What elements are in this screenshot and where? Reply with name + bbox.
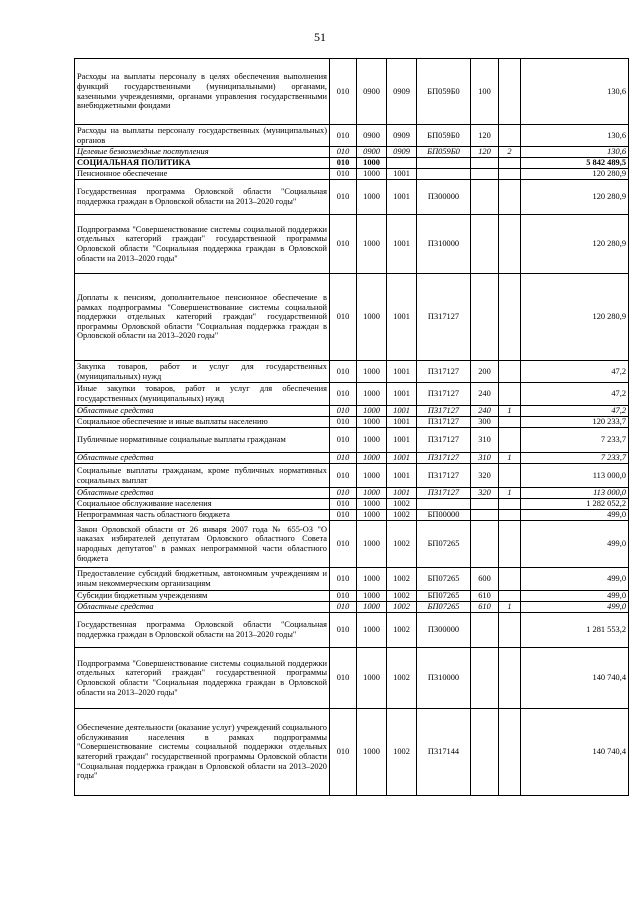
row-name: Доплаты к пенсиям, дополнительное пенсионное обеспечение в рамках подпрограммы "Совершенствование системы социальной поддержки отдельных категорий граждан" государственной программы Орловской области "Социальная поддержка граждан в Орловской области на 2013–2020 годы" — [75, 274, 330, 361]
budget-table-body — [75, 59, 629, 796]
admin-code: 010 — [330, 591, 357, 602]
target-article-code: П317144 — [417, 709, 471, 796]
funding-source-code — [499, 709, 521, 796]
admin-code: 010 — [330, 464, 357, 488]
expense-type-code: 240 — [471, 383, 499, 406]
subsection-code: 1001 — [387, 361, 417, 383]
section-code: 1000 — [357, 709, 387, 796]
target-article-code — [417, 158, 471, 169]
table-row — [75, 521, 629, 568]
table-row — [75, 383, 629, 406]
target-article-code: П300000 — [417, 613, 471, 648]
subsection-code: 0909 — [387, 59, 417, 125]
admin-code: 010 — [330, 147, 357, 158]
admin-code: 010 — [330, 125, 357, 147]
expense-type-code: 300 — [471, 417, 499, 428]
table-row — [75, 147, 629, 158]
admin-code: 010 — [330, 568, 357, 591]
amount: 120 280,9 — [521, 274, 629, 361]
admin-code: 010 — [330, 361, 357, 383]
page-number: 51 — [314, 30, 326, 44]
section-code: 1000 — [357, 613, 387, 648]
row-name: Расходы на выплаты персоналу в целях обеспечения выполнения функций государственными (муниципальными) органами, казенными учреждениями, органами управления государственными внебюджетными фондами — [75, 59, 330, 125]
row-name: СОЦИАЛЬНАЯ ПОЛИТИКА — [75, 158, 330, 169]
row-name: Целевые безвозмездные поступления — [75, 147, 330, 158]
table-row — [75, 125, 629, 147]
subsection-code: 1001 — [387, 383, 417, 406]
admin-code: 010 — [330, 406, 357, 417]
section-code: 1000 — [357, 158, 387, 169]
funding-source-code — [499, 648, 521, 709]
amount: 499,0 — [521, 510, 629, 521]
table-row — [75, 428, 629, 453]
admin-code: 010 — [330, 499, 357, 510]
target-article-code: БП00000 — [417, 510, 471, 521]
amount: 499,0 — [521, 602, 629, 613]
funding-source-code — [499, 59, 521, 125]
table-row — [75, 274, 629, 361]
table-row — [75, 59, 629, 125]
table-row — [75, 417, 629, 428]
table-row — [75, 591, 629, 602]
table-row — [75, 510, 629, 521]
subsection-code: 1002 — [387, 602, 417, 613]
admin-code: 010 — [330, 274, 357, 361]
subsection-code: 1001 — [387, 169, 417, 180]
row-name: Социальные выплаты гражданам, кроме публичных нормативных социальных выплат — [75, 464, 330, 488]
section-code: 1000 — [357, 510, 387, 521]
section-code: 1000 — [357, 180, 387, 215]
row-name: Социальное обеспечение и иные выплаты населению — [75, 417, 330, 428]
admin-code: 010 — [330, 383, 357, 406]
target-article-code: П317127 — [417, 464, 471, 488]
admin-code: 010 — [330, 158, 357, 169]
amount: 120 280,9 — [521, 215, 629, 274]
amount: 1 281 553,2 — [521, 613, 629, 648]
funding-source-code — [499, 361, 521, 383]
expense-type-code: 320 — [471, 488, 499, 499]
subsection-code: 1002 — [387, 613, 417, 648]
amount: 130,6 — [521, 59, 629, 125]
target-article-code: П317127 — [417, 361, 471, 383]
row-name: Субсидии бюджетным учреждениям — [75, 591, 330, 602]
table-row — [75, 709, 629, 796]
target-article-code: П317127 — [417, 488, 471, 499]
expense-type-code — [471, 648, 499, 709]
target-article-code: БП059Б0 — [417, 147, 471, 158]
subsection-code: 0909 — [387, 125, 417, 147]
section-code: 1000 — [357, 169, 387, 180]
target-article-code: БП07265 — [417, 521, 471, 568]
section-code: 1000 — [357, 464, 387, 488]
table-row — [75, 602, 629, 613]
admin-code: 010 — [330, 709, 357, 796]
funding-source-code — [499, 383, 521, 406]
row-name: Непрограммная часть областного бюджета — [75, 510, 330, 521]
table-row — [75, 406, 629, 417]
funding-source-code — [499, 591, 521, 602]
subsection-code: 1002 — [387, 510, 417, 521]
section-code: 0900 — [357, 59, 387, 125]
target-article-code: БП07265 — [417, 602, 471, 613]
subsection-code: 1001 — [387, 274, 417, 361]
admin-code: 010 — [330, 510, 357, 521]
section-code: 1000 — [357, 274, 387, 361]
table-row — [75, 169, 629, 180]
amount: 7 233,7 — [521, 453, 629, 464]
subsection-code: 1001 — [387, 428, 417, 453]
expense-type-code: 240 — [471, 406, 499, 417]
table-row — [75, 158, 629, 169]
section-code: 1000 — [357, 406, 387, 417]
funding-source-code: 1 — [499, 602, 521, 613]
table-row — [75, 215, 629, 274]
admin-code: 010 — [330, 488, 357, 499]
funding-source-code: 1 — [499, 453, 521, 464]
amount: 499,0 — [521, 521, 629, 568]
expense-type-code: 610 — [471, 591, 499, 602]
amount: 120 280,9 — [521, 180, 629, 215]
admin-code: 010 — [330, 417, 357, 428]
subsection-code: 1001 — [387, 406, 417, 417]
subsection-code: 1002 — [387, 568, 417, 591]
funding-source-code: 1 — [499, 488, 521, 499]
funding-source-code — [499, 510, 521, 521]
funding-source-code: 1 — [499, 406, 521, 417]
table-row — [75, 361, 629, 383]
amount: 47,2 — [521, 383, 629, 406]
subsection-code: 1002 — [387, 499, 417, 510]
subsection-code: 1001 — [387, 215, 417, 274]
funding-source-code — [499, 215, 521, 274]
admin-code: 010 — [330, 453, 357, 464]
table-row — [75, 180, 629, 215]
subsection-code: 1002 — [387, 521, 417, 568]
admin-code: 010 — [330, 521, 357, 568]
section-code: 1000 — [357, 417, 387, 428]
expense-type-code — [471, 709, 499, 796]
subsection-code: 1002 — [387, 709, 417, 796]
subsection-code: 1002 — [387, 591, 417, 602]
target-article-code: П317127 — [417, 428, 471, 453]
amount: 140 740,4 — [521, 648, 629, 709]
expense-type-code: 200 — [471, 361, 499, 383]
amount: 113 000,0 — [521, 488, 629, 499]
section-code: 1000 — [357, 602, 387, 613]
expense-type-code: 100 — [471, 59, 499, 125]
admin-code: 010 — [330, 648, 357, 709]
amount: 7 233,7 — [521, 428, 629, 453]
target-article-code: П317127 — [417, 453, 471, 464]
section-code: 1000 — [357, 488, 387, 499]
row-name: Предоставление субсидий бюджетным, автономным учреждениям и иным некоммерческим организациям — [75, 568, 330, 591]
admin-code: 010 — [330, 215, 357, 274]
row-name: Публичные нормативные социальные выплаты гражданам — [75, 428, 330, 453]
row-name: Подпрограмма "Совершенствование системы социальной поддержки отдельных категорий граждан" государственной программы Орловской области "Социальная поддержка граждан в Орловской области на 2013–2020 годы" — [75, 215, 330, 274]
expense-type-code — [471, 169, 499, 180]
expense-type-code: 610 — [471, 602, 499, 613]
row-name: Социальное обслуживание населения — [75, 499, 330, 510]
admin-code: 010 — [330, 59, 357, 125]
expense-type-code: 310 — [471, 428, 499, 453]
target-article-code: П310000 — [417, 215, 471, 274]
amount: 120 233,7 — [521, 417, 629, 428]
row-name: Расходы на выплаты персоналу государственных (муниципальных) органов — [75, 125, 330, 147]
target-article-code — [417, 499, 471, 510]
section-code: 1000 — [357, 453, 387, 464]
section-code: 1000 — [357, 648, 387, 709]
admin-code: 010 — [330, 428, 357, 453]
expense-type-code — [471, 158, 499, 169]
table-row — [75, 499, 629, 510]
section-code: 1000 — [357, 568, 387, 591]
subsection-code — [387, 158, 417, 169]
row-name: Государственная программа Орловской области "Социальная поддержка граждан в Орловской области на 2013–2020 годы" — [75, 180, 330, 215]
funding-source-code — [499, 125, 521, 147]
funding-source-code — [499, 521, 521, 568]
funding-source-code — [499, 180, 521, 215]
admin-code: 010 — [330, 180, 357, 215]
row-name: Областные средства — [75, 453, 330, 464]
admin-code: 010 — [330, 613, 357, 648]
row-name: Областные средства — [75, 602, 330, 613]
section-code: 1000 — [357, 428, 387, 453]
target-article-code: БП059Б0 — [417, 125, 471, 147]
target-article-code: БП059Б0 — [417, 59, 471, 125]
funding-source-code — [499, 158, 521, 169]
funding-source-code — [499, 568, 521, 591]
amount: 5 842 489,5 — [521, 158, 629, 169]
funding-source-code — [499, 169, 521, 180]
subsection-code: 1001 — [387, 453, 417, 464]
target-article-code: П317127 — [417, 417, 471, 428]
expense-type-code — [471, 510, 499, 521]
target-article-code — [417, 169, 471, 180]
subsection-code: 1001 — [387, 180, 417, 215]
target-article-code: П317127 — [417, 406, 471, 417]
row-name: Закупка товаров, работ и услуг для государственных (муниципальных) нужд — [75, 361, 330, 383]
amount: 130,6 — [521, 125, 629, 147]
table-row — [75, 568, 629, 591]
amount: 140 740,4 — [521, 709, 629, 796]
budget-table — [74, 58, 629, 796]
funding-source-code — [499, 464, 521, 488]
expense-type-code: 120 — [471, 125, 499, 147]
expense-type-code — [471, 499, 499, 510]
subsection-code: 1002 — [387, 648, 417, 709]
admin-code: 010 — [330, 602, 357, 613]
funding-source-code — [499, 499, 521, 510]
expense-type-code — [471, 613, 499, 648]
row-name: Иные закупки товаров, работ и услуг для обеспечения государственных (муниципальных) нужд — [75, 383, 330, 406]
expense-type-code: 600 — [471, 568, 499, 591]
funding-source-code: 2 — [499, 147, 521, 158]
target-article-code: П310000 — [417, 648, 471, 709]
table-row — [75, 464, 629, 488]
section-code: 1000 — [357, 383, 387, 406]
expense-type-code — [471, 274, 499, 361]
expense-type-code — [471, 215, 499, 274]
expense-type-code — [471, 521, 499, 568]
row-name: Обеспечение деятельности (оказание услуг) учреждений социального обслуживания населения в рамках подпрограммы "Совершенствование системы социальной поддержки отдельных категорий граждан" государственной программы Орловской области "Социальная поддержка граждан в Орловской области на 2013–2020 годы" — [75, 709, 330, 796]
amount: 113 000,0 — [521, 464, 629, 488]
expense-type-code: 320 — [471, 464, 499, 488]
subsection-code: 1001 — [387, 488, 417, 499]
amount: 47,2 — [521, 361, 629, 383]
section-code: 0900 — [357, 125, 387, 147]
row-name: Областные средства — [75, 406, 330, 417]
funding-source-code — [499, 417, 521, 428]
expense-type-code: 310 — [471, 453, 499, 464]
section-code: 1000 — [357, 361, 387, 383]
amount: 499,0 — [521, 568, 629, 591]
subsection-code: 1001 — [387, 417, 417, 428]
section-code: 1000 — [357, 215, 387, 274]
table-row — [75, 648, 629, 709]
expense-type-code — [471, 180, 499, 215]
funding-source-code — [499, 428, 521, 453]
admin-code: 010 — [330, 169, 357, 180]
table-row — [75, 613, 629, 648]
row-name: Государственная программа Орловской области "Социальная поддержка граждан в Орловской области на 2013–2020 годы" — [75, 613, 330, 648]
target-article-code: БП07265 — [417, 591, 471, 602]
section-code: 0900 — [357, 147, 387, 158]
amount: 47,2 — [521, 406, 629, 417]
amount: 120 280,9 — [521, 169, 629, 180]
row-name: Областные средства — [75, 488, 330, 499]
subsection-code: 1001 — [387, 464, 417, 488]
table-row — [75, 453, 629, 464]
expense-type-code: 120 — [471, 147, 499, 158]
funding-source-code — [499, 613, 521, 648]
table-row — [75, 488, 629, 499]
row-name: Подпрограмма "Совершенствование системы социальной поддержки отдельных категорий граждан" государственной программы Орловской области "Социальная поддержка граждан в Орловской области на 2013–2020 годы" — [75, 648, 330, 709]
row-name: Пенсионное обеспечение — [75, 169, 330, 180]
section-code: 1000 — [357, 499, 387, 510]
target-article-code: П317127 — [417, 383, 471, 406]
funding-source-code — [499, 274, 521, 361]
subsection-code: 0909 — [387, 147, 417, 158]
target-article-code: П317127 — [417, 274, 471, 361]
section-code: 1000 — [357, 521, 387, 568]
section-code: 1000 — [357, 591, 387, 602]
amount: 499,0 — [521, 591, 629, 602]
target-article-code: П300000 — [417, 180, 471, 215]
amount: 130,6 — [521, 147, 629, 158]
row-name: Закон Орловской области от 26 января 2007 года № 655-ОЗ "О наказах избирателей депутатам Орловского областного Совета народных депутатов" в рамках непрограммной части областного бюджета — [75, 521, 330, 568]
target-article-code: БП07265 — [417, 568, 471, 591]
amount: 1 282 052,2 — [521, 499, 629, 510]
